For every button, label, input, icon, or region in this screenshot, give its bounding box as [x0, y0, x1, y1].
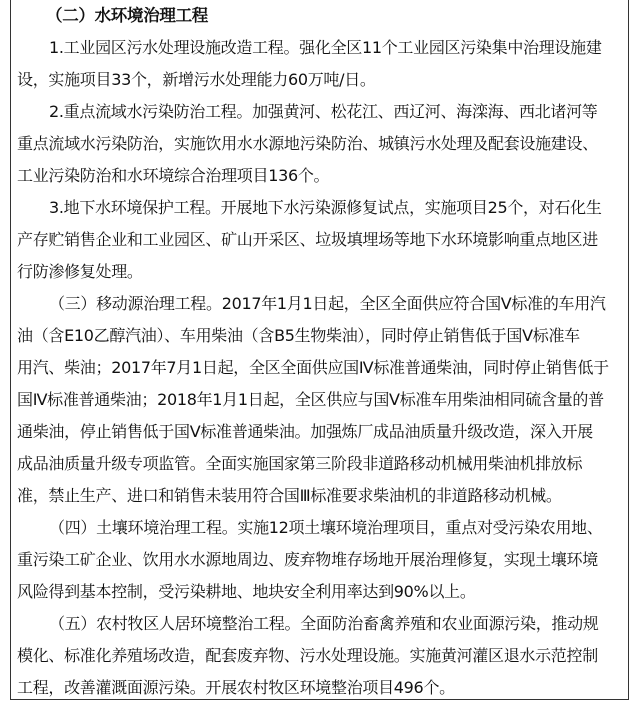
- paragraph-line: 用汽、柴油；2017年7月1日起，全区全面供应国Ⅳ标准普通柴油，同时停止销售低于: [17, 358, 609, 377]
- paragraph: [17, 32, 629, 96]
- paragraph-line: 重点流域水污染防治，实施饮用水水源地污染防治、城镇污水处理及配套设施建设、: [17, 134, 598, 153]
- paragraph-line: （四）土壤环境治理工程。实施12项土壤环境治理项目，重点对受污染农用地、: [49, 518, 603, 537]
- paragraph-line: 3.地下水环境保护工程。开展地下水污染源修复试点，实施项目25个，对石化生: [49, 198, 602, 217]
- paragraph-line: 成品油质量升级专项监管。全面实施国家第三阶段非道路移动机械用柴油机排放标: [17, 454, 583, 473]
- paragraph-line: 通柴油，停止销售低于国Ⅴ标准普通柴油。加强炼厂成品油质量升级改造，深入开展: [17, 422, 593, 441]
- paragraph: [17, 512, 629, 608]
- paragraph-line: 模化、标准化养殖场改造，配套废弃物、污水处理设施。实施黄河灌区退水示范控制: [17, 646, 598, 665]
- paragraph: [17, 288, 629, 512]
- paragraph: [17, 608, 629, 704]
- paragraph: [17, 96, 629, 192]
- paragraph-line: （五）农村牧区人居环境整治工程。全面防治畜禽养殖和农业面源污染，推动规: [49, 614, 599, 633]
- paragraph-line: 产存贮销售企业和工业园区、矿山开采区、垃圾填埋场等地下水环境影响重点地区进: [17, 230, 598, 249]
- paragraph-line: 工业污染防治和水环境综合治理项目136个。: [17, 166, 330, 185]
- paragraph-line: 国Ⅳ标准普通柴油；2018年1月1日起，全区供应与国Ⅴ标准车用柴油相同硫含量的普: [17, 390, 604, 409]
- paragraph-line: 工程，改善灌溉面源污染。开展农村牧区环境整治项目496个。: [17, 678, 455, 697]
- paragraph-line: 设，实施项目33个，新增污水处理能力60万吨/日。: [17, 70, 376, 89]
- section-title: （二）水环境治理工程: [46, 6, 209, 25]
- paragraph-line: 油（含E10乙醇汽油）、车用柴油（含B5生物柴油），同时停止销售低于国Ⅴ标准车: [17, 326, 580, 345]
- paragraph-line: 准，禁止生产、进口和销售未装用符合国Ⅲ标准要求柴油机的非道路移动机械。: [17, 486, 562, 505]
- paragraph-line: （三）移动源治理工程。2017年1月1日起，全区全面供应符合国Ⅴ标准的车用汽: [49, 294, 606, 313]
- paragraph-line: 行防渗修复处理。: [17, 262, 143, 281]
- paragraph-line: 重污染工矿企业、饮用水水源地周边、废弃物堆存场地开展治理修复，实现土壤环境: [17, 550, 598, 569]
- paragraph-line: 1.工业园区污水处理设施改造工程。强化全区11个工业园区污染集中治理设施建: [49, 38, 602, 57]
- document-body: [17, 0, 629, 704]
- paragraph: [17, 192, 629, 288]
- paragraph-line: 风险得到基本控制，受污染耕地、地块安全利用率达到90%以上。: [17, 582, 476, 601]
- paragraph-line: 2.重点流域水污染防治工程。加强黄河、松花江、西辽河、海滦海、西北诸河等: [49, 102, 598, 121]
